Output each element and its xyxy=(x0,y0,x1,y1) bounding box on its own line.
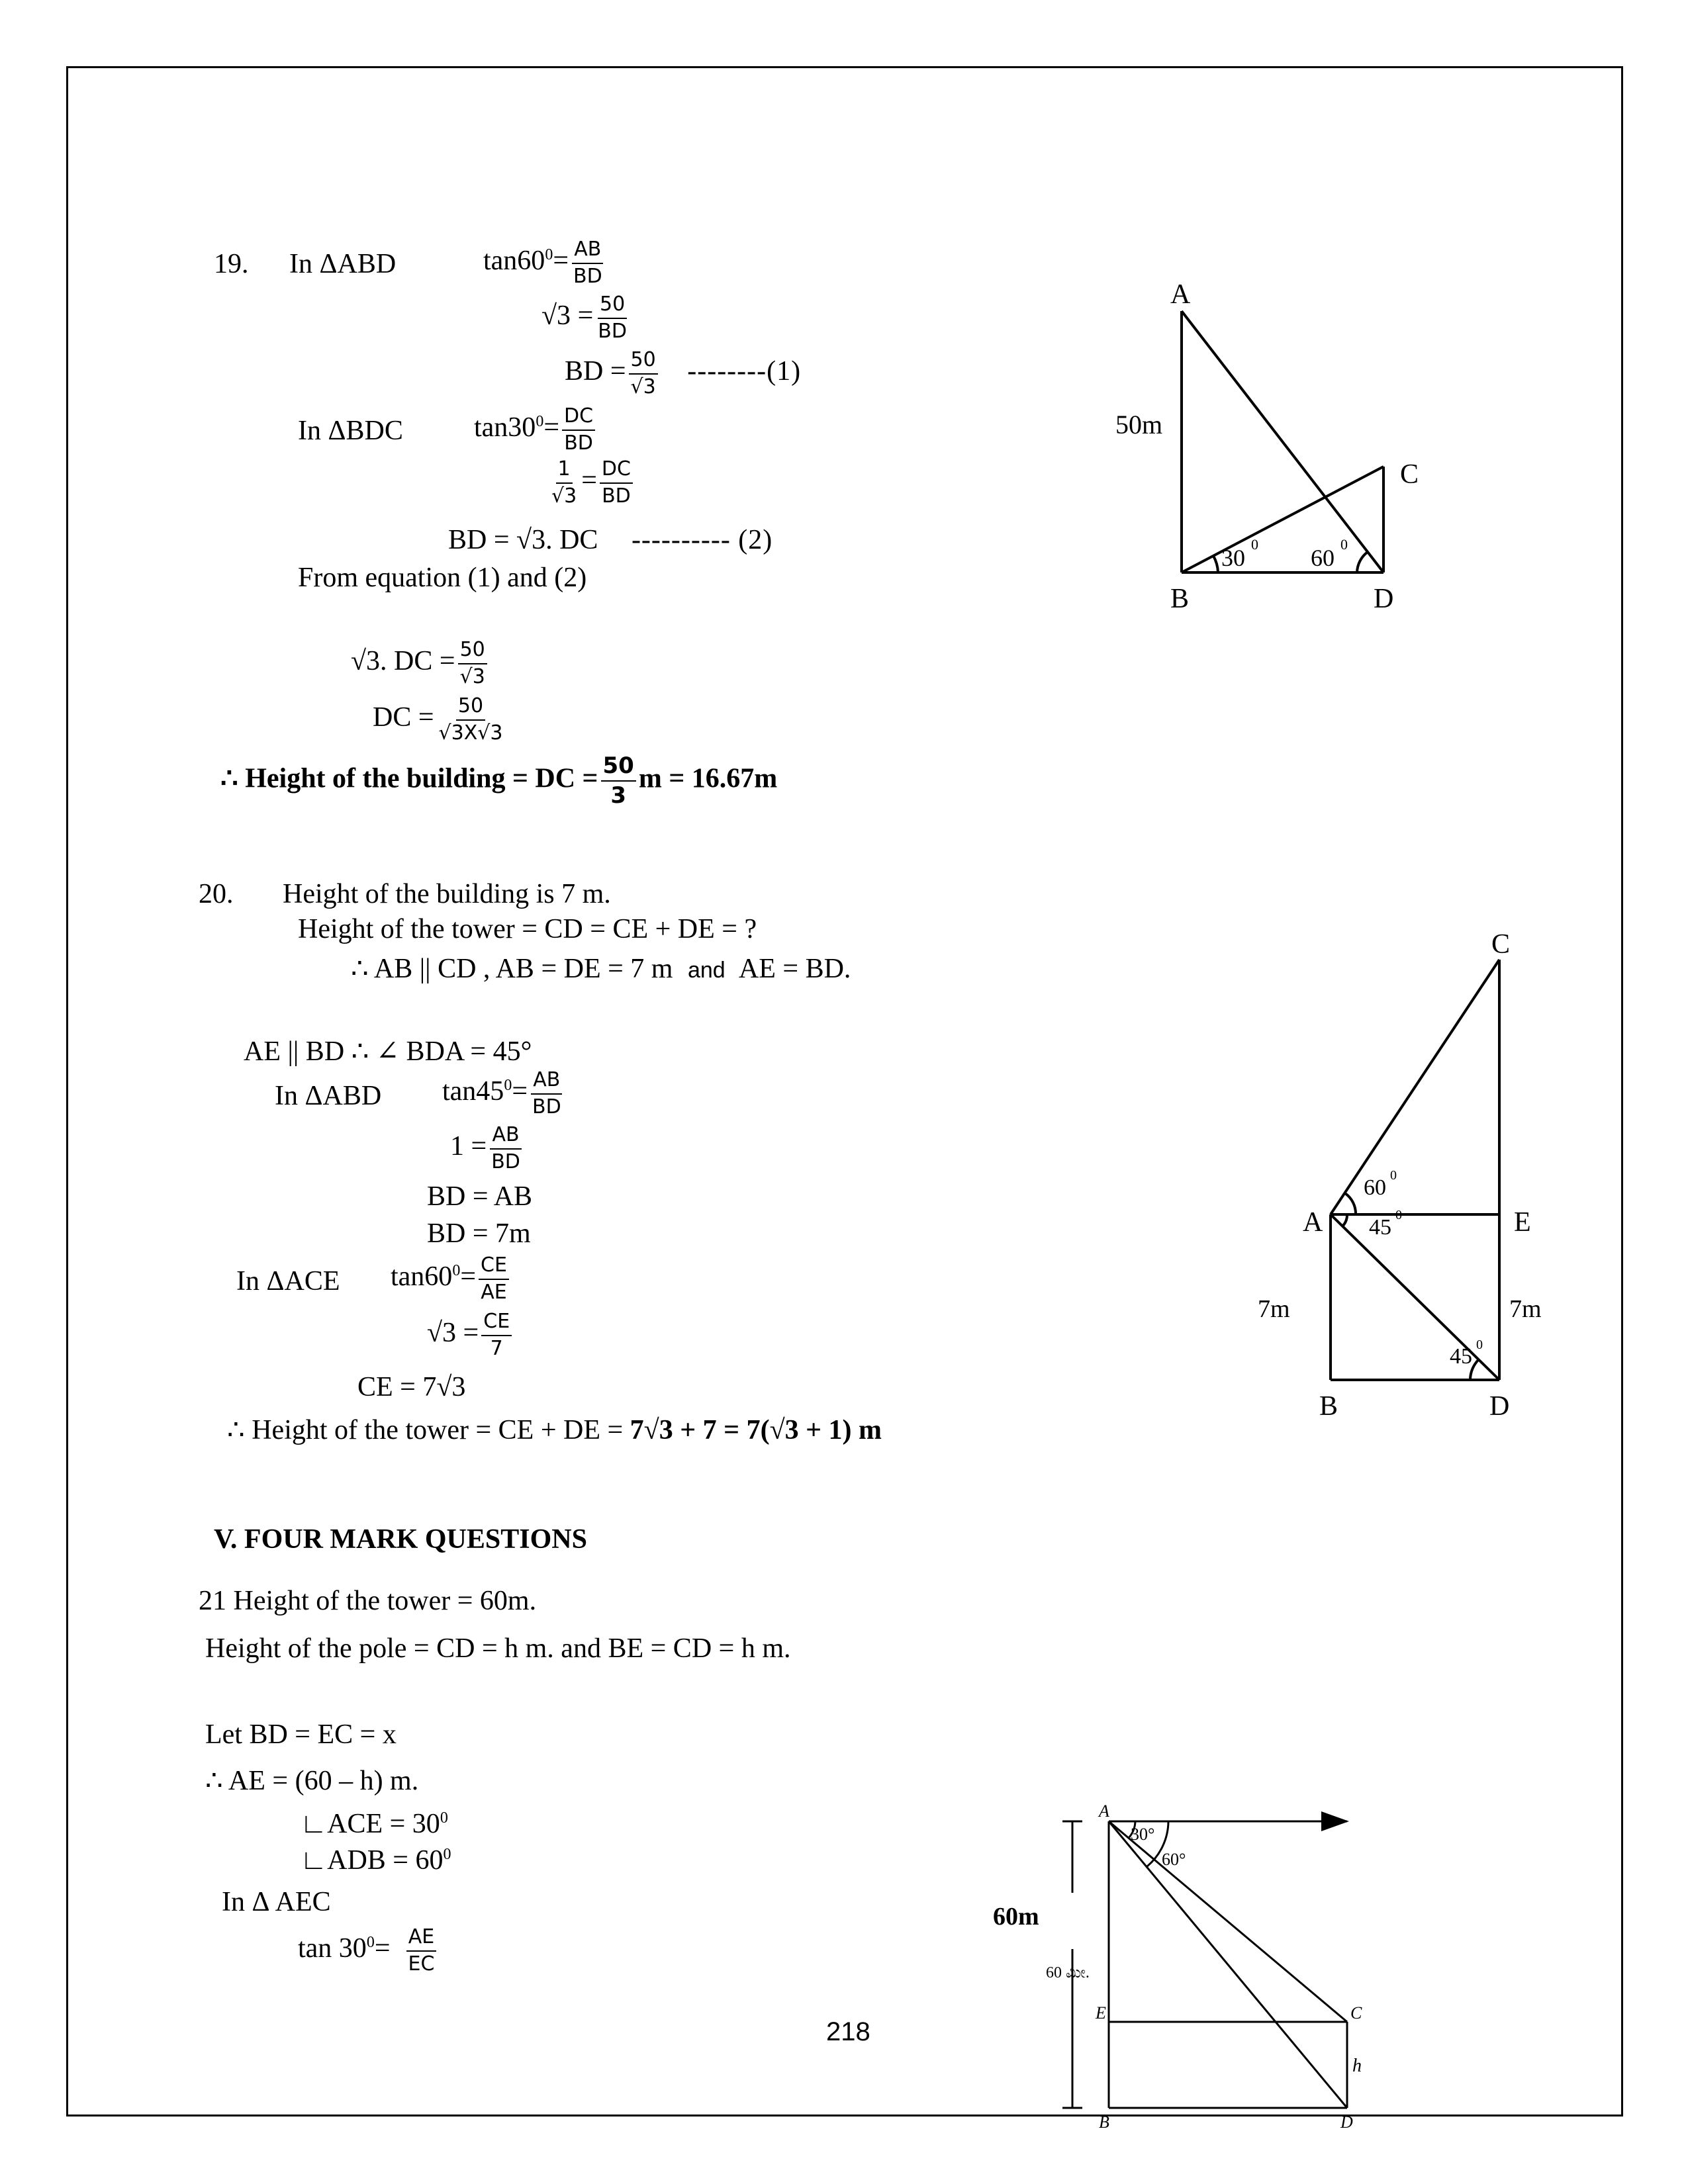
q19-in-abd: In ΔABD xyxy=(289,249,397,279)
denominator: √3 xyxy=(551,484,577,508)
label-a: A xyxy=(1099,1801,1109,1821)
equation-marker-2: ---------- (2) xyxy=(631,525,773,555)
label-60deg: 60° xyxy=(1162,1850,1186,1869)
equals: = xyxy=(374,1933,391,1964)
fraction-dc-bd xyxy=(562,405,595,455)
equals: = xyxy=(581,465,597,496)
degree: 0 xyxy=(545,246,553,264)
q21-tan30-eq xyxy=(298,1926,439,1976)
q21-line6 xyxy=(300,1846,451,1874)
q21-line4: ∴ AE = (60 – h) m. xyxy=(205,1766,419,1796)
degree: 0 xyxy=(443,1846,451,1863)
q20-one-eq xyxy=(450,1124,525,1173)
fraction-1-sqrt3 xyxy=(549,458,579,508)
q21-line1: 21 Height of the tower = 60m. xyxy=(199,1586,537,1616)
equals: = xyxy=(512,1076,528,1107)
denominator: BD xyxy=(491,1150,520,1173)
q21-line7: In Δ AEC xyxy=(222,1887,331,1917)
q19-sqrt3-eq xyxy=(541,293,632,343)
q21-line3: Let BD = EC = x xyxy=(205,1719,397,1750)
q20-in-ace: In ΔACE xyxy=(236,1266,340,1297)
q19-in-bdc: In ΔBDC xyxy=(298,416,403,446)
q19-bd-sqrt3-dc xyxy=(448,526,773,554)
numerator: AB xyxy=(490,1124,521,1150)
angle-arc-60 xyxy=(1357,552,1368,572)
label-d: D xyxy=(1340,2113,1353,2132)
line-ad xyxy=(1182,311,1383,572)
q19-figure xyxy=(1092,278,1463,635)
q20-sqrt3-eq xyxy=(427,1310,514,1360)
label-c: C xyxy=(1400,459,1419,490)
angle-arc-60 xyxy=(1345,1193,1356,1214)
fraction-ce-ae xyxy=(479,1254,509,1304)
fraction-50-sqrt3 xyxy=(629,349,658,398)
label-50m: 50m xyxy=(1115,410,1163,439)
q21-line5 xyxy=(300,1810,448,1838)
degree: 0 xyxy=(536,413,544,431)
numerator: AB xyxy=(572,238,603,264)
q21-figure xyxy=(986,1794,1362,2132)
fraction-ce-7 xyxy=(481,1310,512,1360)
sqrt3-dc: √3. DC = xyxy=(351,646,455,677)
q19-tan60-eq xyxy=(483,238,607,288)
denominator: BD xyxy=(532,1095,561,1118)
denominator: BD xyxy=(564,431,593,455)
q20-tan60: tan60 xyxy=(391,1261,453,1293)
line-ad xyxy=(1109,1821,1347,2108)
numerator: 50 xyxy=(456,695,485,721)
label-45b: 45 xyxy=(1450,1344,1472,1369)
equation-marker-1: --------(1) xyxy=(687,356,802,387)
result-prefix: ∴ Height of the building = DC = xyxy=(220,763,598,794)
label-60m: 60m xyxy=(993,1903,1039,1931)
equals: = xyxy=(553,246,569,277)
label-45a: 45 xyxy=(1369,1215,1391,1240)
denominator: 7 xyxy=(490,1336,503,1360)
numerator: AE xyxy=(406,1926,436,1952)
numerator: 50 xyxy=(629,349,658,375)
q20-line1: Height of the building is 7 m. xyxy=(283,879,611,909)
sqrt3-eq: √3 = xyxy=(427,1318,479,1349)
label-c: C xyxy=(1350,2003,1362,2023)
q20-figure xyxy=(1251,927,1582,1430)
label-h: h xyxy=(1352,2056,1362,2076)
q19-tan30: tan30 xyxy=(474,412,536,443)
q19-number: 19. xyxy=(214,249,249,279)
fraction-ae-ec xyxy=(406,1926,437,1976)
label-7m-left: 7m xyxy=(1258,1295,1290,1323)
line-bc xyxy=(1182,467,1383,572)
q20-line2: Height of the tower = CD = CE + DE = ? xyxy=(298,914,757,944)
degree-45a: 0 xyxy=(1395,1208,1402,1222)
label-a: A xyxy=(1170,279,1191,310)
label-e: E xyxy=(1514,1207,1531,1238)
label-d: D xyxy=(1489,1391,1510,1422)
result-b: 7√3 + 7 = 7(√3 + 1) m xyxy=(630,1415,882,1445)
degree: 0 xyxy=(504,1077,512,1095)
label-e: E xyxy=(1096,2003,1106,2023)
label-60-kannada: 60 ಮೀ. xyxy=(1046,1964,1090,1981)
fraction-50-3 xyxy=(601,753,636,809)
label-30: 30 xyxy=(1221,545,1245,571)
sqrt3: √3 xyxy=(541,300,571,332)
line-ac xyxy=(1331,960,1499,1214)
result-suffix: m = 16.67m xyxy=(638,763,778,794)
fraction-dc-bd xyxy=(600,458,633,508)
fraction-ab-bd xyxy=(571,238,604,288)
fraction-50-bd xyxy=(596,293,629,343)
angle-adb: ∟ADB = 60 xyxy=(300,1845,444,1876)
label-d: D xyxy=(1374,584,1394,614)
label-60: 60 xyxy=(1364,1175,1386,1200)
numerator: CE xyxy=(481,1310,512,1336)
numerator: 50 xyxy=(458,639,487,664)
q20-in-abd: In ΔABD xyxy=(275,1081,382,1111)
denominator: BD xyxy=(573,264,602,288)
numerator: CE xyxy=(479,1254,509,1280)
q20-tan60-eq xyxy=(391,1254,512,1304)
degree: 0 xyxy=(366,1934,375,1952)
q20-number: 20. xyxy=(199,879,234,909)
q19-from-equation: From equation (1) and (2) xyxy=(298,563,587,593)
q19-result xyxy=(220,753,777,809)
degree: 0 xyxy=(452,1262,461,1280)
angle-arc-45a xyxy=(1342,1214,1347,1226)
numerator: 50 xyxy=(598,293,627,319)
angle-arc-30 xyxy=(1213,556,1218,572)
label-30deg: 30° xyxy=(1131,1825,1155,1844)
bd-eq: BD = xyxy=(565,356,626,387)
q20-line4: AE || BD ∴ ∠ BDA = 45° xyxy=(244,1036,532,1067)
q19-one-over-sqrt3 xyxy=(547,458,635,508)
label-c: C xyxy=(1491,929,1511,960)
bd-sqrt3-dc: BD = √3. DC xyxy=(448,525,598,555)
line3-a: ∴ AB || CD , AB = DE = 7 m xyxy=(351,954,673,984)
degree-30: 0 xyxy=(1251,536,1258,553)
equals: = xyxy=(460,1261,476,1293)
numerator: 1 xyxy=(556,458,573,484)
degree-60: 0 xyxy=(1390,1168,1397,1183)
degree-60: 0 xyxy=(1340,536,1348,553)
page-number: 218 xyxy=(826,2017,870,2046)
denominator: √3 xyxy=(630,375,656,398)
q19-bd-eq-50-sqrt3 xyxy=(565,349,801,398)
q19-tan30-eq xyxy=(474,405,598,455)
label-7m-right: 7m xyxy=(1509,1295,1542,1323)
denominator: √3X√3 xyxy=(438,721,503,745)
fraction-50-3x3 xyxy=(437,695,505,745)
equals: = xyxy=(543,412,559,443)
denominator: EC xyxy=(408,1952,435,1976)
fraction-50-sqrt3 xyxy=(458,639,487,688)
q20-result xyxy=(227,1416,882,1444)
tan30: tan 30 xyxy=(298,1933,367,1964)
section-title: V. FOUR MARK QUESTIONS xyxy=(214,1524,587,1555)
numerator: 50 xyxy=(601,753,636,782)
numerator: DC xyxy=(600,458,633,484)
label-b: B xyxy=(1099,2113,1109,2132)
q19-sqrt3-dc-eq xyxy=(351,639,490,688)
denominator: 3 xyxy=(610,782,626,809)
line-ac xyxy=(1109,1821,1347,2022)
numerator: AB xyxy=(531,1069,562,1095)
q19-dc-eq xyxy=(373,695,508,745)
degree: 0 xyxy=(440,1809,448,1827)
line3-and: and xyxy=(687,958,726,983)
angle-ace: ∟ACE = 30 xyxy=(300,1809,440,1839)
q19-tan60: tan60 xyxy=(483,246,545,277)
fraction-ab-bd xyxy=(530,1069,563,1118)
equals: = xyxy=(577,300,594,332)
fraction-ab-bd xyxy=(489,1124,522,1173)
label-b: B xyxy=(1319,1391,1338,1422)
denominator: BD xyxy=(602,484,631,508)
one-eq: 1 = xyxy=(450,1131,487,1162)
q20-bd-ab: BD = AB xyxy=(427,1181,533,1212)
label-60: 60 xyxy=(1311,545,1335,571)
q20-line3 xyxy=(351,955,851,983)
numerator: DC xyxy=(562,405,595,431)
denominator: BD xyxy=(598,319,627,343)
result-a: ∴ Height of the tower = CE + DE = xyxy=(227,1415,624,1445)
q20-tan45-eq xyxy=(442,1069,566,1118)
q20-ce-eq: CE = 7√3 xyxy=(357,1372,466,1402)
dc-eq: DC = xyxy=(373,702,434,733)
q20-tan45: tan45 xyxy=(442,1076,504,1107)
line3-c: AE = BD. xyxy=(738,954,851,984)
line-ad xyxy=(1331,1214,1499,1380)
denominator: AE xyxy=(481,1280,507,1304)
q20-bd-7: BD = 7m xyxy=(427,1218,531,1249)
denominator: √3 xyxy=(459,664,485,688)
q21-line2: Height of the pole = CD = h m. and BE = CD = h m. xyxy=(205,1633,791,1664)
label-a: A xyxy=(1303,1207,1323,1238)
label-b: B xyxy=(1170,584,1190,614)
degree-45b: 0 xyxy=(1476,1338,1483,1352)
